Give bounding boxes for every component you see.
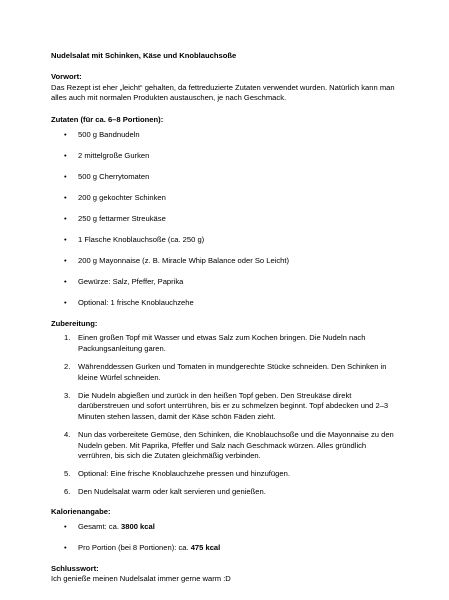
step-text: Optional: Eine frische Knoblauchzehe pressen und hinzufügen. bbox=[78, 469, 290, 479]
step-number: 5. bbox=[64, 469, 71, 479]
step-text: Währenddessen Gurken und Tomaten in mundgerechte Stücke schneiden. Den Schinken in kleine Würfel schneiden. bbox=[78, 361, 387, 382]
calorie-list bbox=[51, 522, 409, 554]
vorwort-heading: Vorwort: bbox=[51, 71, 82, 81]
ingredient-item: • Optional: 1 frische Knoblauchzehe bbox=[51, 298, 409, 309]
zubereitung-heading: Zubereitung: bbox=[51, 318, 98, 328]
zutaten-heading: Zutaten (für ca. 6–8 Portionen): bbox=[51, 115, 164, 125]
step-number: 4. bbox=[64, 429, 71, 439]
schlusswort-text: Ich genieße meinen Nudelsalat immer gerne warm :D bbox=[51, 574, 231, 584]
ingredient-item: • 500 g Cherrytomaten bbox=[51, 172, 409, 183]
ingredient-list bbox=[51, 130, 409, 309]
preparation-step bbox=[51, 430, 409, 462]
vorwort-text: Das Rezept ist eher „leicht“ gehalten, da fettreduzierte Zutaten verwendet wurden. Natürlich kann man alles auch mit normalen Produkten austauschen, je nach Geschmack. bbox=[51, 82, 395, 103]
step-number: 1. bbox=[64, 333, 71, 343]
ingredient-item: • Gewürze: Salz, Pfeffer, Paprika bbox=[51, 277, 409, 288]
step-number: 6. bbox=[64, 487, 71, 496]
step-text: Einen großen Topf mit Wasser und etwas Salz zum Kochen bringen. Die Nudeln nach Packungsanleitung garen. bbox=[78, 333, 366, 354]
ingredient-item: • 500 g Bandnudeln bbox=[51, 130, 409, 141]
kalorien-heading: Kalorienangabe: bbox=[51, 506, 111, 516]
preparation-step bbox=[51, 487, 409, 498]
ingredient-item: • 1 Flasche Knoblauchsoße (ca. 250 g) bbox=[51, 235, 409, 246]
calorie-item bbox=[51, 543, 409, 554]
step-text: Den Nudelsalat warm oder kalt servieren und genießen. bbox=[78, 487, 266, 496]
calorie-value: 3800 kcal bbox=[121, 521, 155, 531]
preparation-step bbox=[51, 391, 409, 423]
preparation-step bbox=[51, 362, 409, 384]
schlusswort-heading: Schlusswort: bbox=[51, 563, 99, 573]
preparation-step bbox=[51, 333, 409, 355]
ingredient-item: • 250 g fettarmer Streukäse bbox=[51, 214, 409, 225]
step-number: 2. bbox=[64, 361, 71, 371]
step-text: Nun das vorbereitete Gemüse, den Schinken, die Knoblauchsoße und die Mayonnaise zu den Nudeln geben. Mit Paprika, Pfeffer und Salz nach Geschmack würzen. Alles gründlich verrühren, bis sich die Zutaten gleichmäßig verbinden. bbox=[78, 429, 394, 461]
step-text: Die Nudeln abgießen und zurück in den heißen Topf geben. Den Streukäse direkt darüberstreuen und sofort unterrühren, bis er zu schmelzen beginnt. Topf abdecken und 2–3 Minuten stehen lassen, damit der Käse schön Fäden zieht. bbox=[78, 390, 389, 422]
preparation-step bbox=[51, 469, 409, 480]
ingredient-item: • 2 mittelgroße Gurken bbox=[51, 151, 409, 162]
step-number: 3. bbox=[64, 390, 71, 400]
ingredient-item: • 200 g gekochter Schinken bbox=[51, 193, 409, 204]
calorie-item bbox=[51, 522, 409, 533]
calorie-label: Gesamt: ca. bbox=[78, 521, 122, 531]
ingredient-item: • 200 g Mayonnaise (z. B. Miracle Whip Balance oder So Leicht) bbox=[51, 256, 409, 267]
document-title: Nudelsalat mit Schinken, Käse und Knoblauchsoße bbox=[51, 51, 237, 60]
calorie-value: 475 kcal bbox=[190, 542, 221, 552]
preparation-steps bbox=[51, 333, 409, 497]
calorie-label: Pro Portion (bei 8 Portionen): ca. bbox=[78, 542, 191, 552]
